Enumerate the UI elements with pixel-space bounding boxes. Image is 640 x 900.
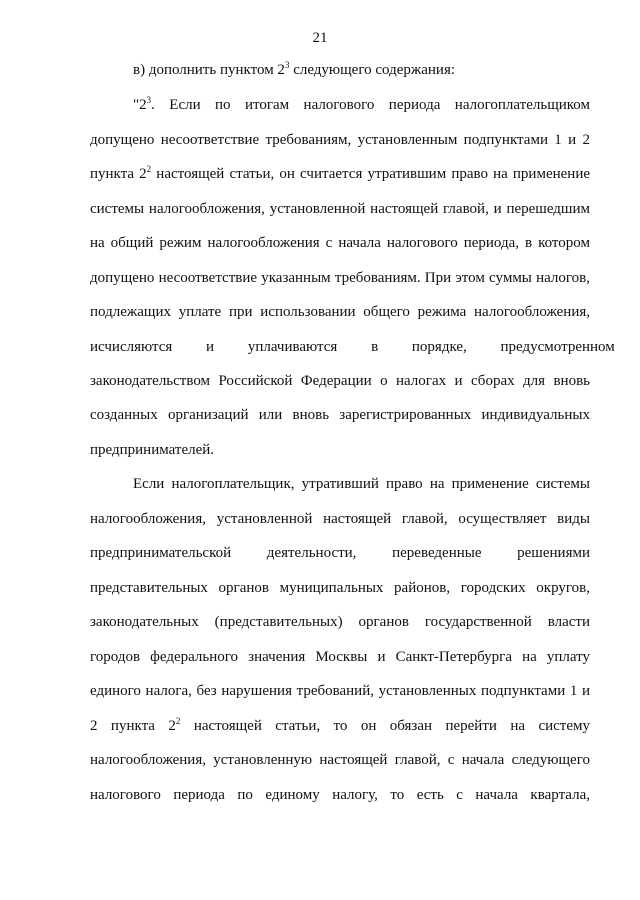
- text-span: настоящей статьи, то он обязан перейти на систему: [180, 718, 590, 734]
- paragraph1-line6: допущено несоответствие указанным требованиям. При этом суммы налогов,: [90, 270, 590, 286]
- clause-number: "2: [133, 97, 147, 113]
- superscript: 3: [146, 95, 152, 105]
- paragraph2-line10: налогового периода по единому налогу, то есть с начала квартала,: [90, 787, 590, 803]
- paragraph1-line8: исчисляются и уплачиваются в порядке, предусмотренном: [90, 339, 615, 355]
- text-span: 2 пункта 2: [90, 718, 176, 734]
- paragraph2-line1: Если налогоплательщик, утративший право на применение системы: [133, 476, 590, 492]
- paragraph1-line4: системы налогообложения, установленной настоящей главой, и перешедшим: [90, 201, 590, 217]
- text-span: . Если по итогам налогового периода налогоплательщиком: [151, 97, 590, 113]
- intro-line: [133, 60, 455, 80]
- superscript: 2: [175, 716, 181, 726]
- page-number: 21: [312, 30, 328, 46]
- paragraph2-line5: законодательных (представительных) органов государственной власти: [90, 614, 590, 630]
- superscript: 3: [284, 60, 290, 70]
- paragraph2-line8: [90, 716, 590, 736]
- paragraph1-line5: на общий режим налогообложения с начала налогового периода, в котором: [90, 235, 590, 251]
- paragraph2-line2: налогообложения, установленной настоящей главой, осуществляет виды: [90, 511, 590, 527]
- text-span: настоящей статьи, он считается утратившим право на применение: [151, 166, 591, 182]
- paragraph1-line7: подлежащих уплате при использовании общего режима налогообложения,: [90, 304, 590, 320]
- superscript: 2: [146, 164, 152, 174]
- paragraph2-line7: единого налога, без нарушения требований, установленных подпунктами 1 и: [90, 683, 590, 699]
- intro-text-end: следующего содержания:: [289, 62, 456, 78]
- paragraph1-line10: созданных организаций или вновь зарегистрированных индивидуальных: [90, 407, 590, 423]
- paragraph1-line1: [133, 95, 590, 115]
- intro-text: в) дополнить пунктом 2: [133, 62, 285, 78]
- paragraph2-line6: городов федерального значения Москвы и Санкт-Петербурга на уплату: [90, 649, 590, 665]
- paragraph1-line3: [90, 164, 590, 184]
- paragraph2-line9: налогообложения, установленную настоящей главой, с начала следующего: [90, 752, 590, 768]
- paragraph2-line4: представительных органов муниципальных районов, городских округов,: [90, 580, 590, 596]
- paragraph1-line11: предпринимателей.: [90, 442, 215, 458]
- paragraph1-line9: законодательством Российской Федерации о налогах и сборах для вновь: [90, 373, 590, 389]
- text-span: пункта 2: [90, 166, 147, 182]
- paragraph2-line3: предпринимательской деятельности, переведенные решениями: [90, 545, 590, 561]
- paragraph1-line2: допущено несоответствие требованиям, установленным подпунктами 1 и 2: [90, 132, 590, 148]
